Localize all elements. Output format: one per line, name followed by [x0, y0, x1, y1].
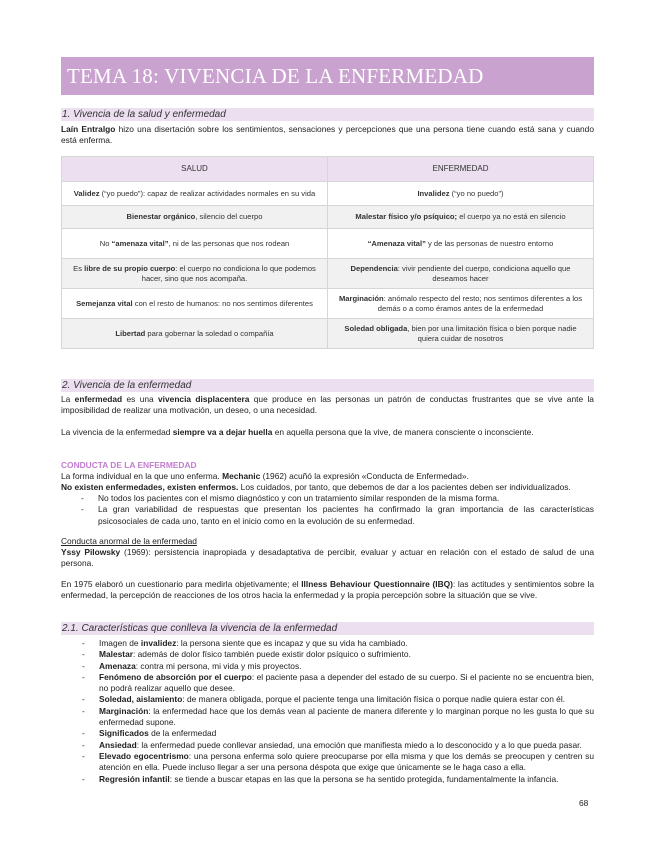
- table-cell-salud: [62, 259, 328, 289]
- paragraph-pilowsky: [61, 547, 594, 570]
- bold-run: Marginación: [99, 705, 149, 716]
- text-run: y de las personas de nuestro entorno: [425, 238, 554, 248]
- text-run: : anómalo respecto del resto; nos sentimos diferentes a los demás o a como éramos antes de la enfermedad: [377, 293, 583, 313]
- list-item: [61, 751, 594, 774]
- text-run: : una persona enferma solo quiere preocuparse por ella misma y que los demás se preocupen y centren su atención en ella. Puede incluso llegar a ser una persona déspota que exige que únicamente se le haga caso a ella.: [99, 750, 594, 773]
- dash-bullet-icon: -: [81, 493, 84, 503]
- table-row: [62, 259, 594, 289]
- bold-run: Libertad: [115, 328, 146, 338]
- text-run: La vivencia de la enfermedad: [61, 427, 173, 437]
- table-header-enfermedad: ENFERMEDAD: [328, 157, 594, 182]
- bold-run: “Amenaza vital”: [367, 238, 426, 248]
- bold-run: Ansiedad: [99, 739, 137, 750]
- paragraph-mechanic: [61, 471, 594, 482]
- paragraph-enfermedad-def: [61, 394, 594, 417]
- table-row: [62, 229, 594, 259]
- text-run: : se tiende a buscar etapas en las que la persona se ha sentido protegida, fundamentalmente la infancia.: [169, 773, 559, 784]
- table-cell-enfermedad: [328, 229, 594, 259]
- conducta-heading: CONDUCTA DE LA ENFERMEDAD: [61, 460, 197, 470]
- bold-run: Validez: [73, 188, 100, 198]
- table-cell-salud: [62, 206, 328, 229]
- dash-bullet-icon: -: [82, 638, 85, 648]
- bold-run: Mechanic: [222, 471, 261, 481]
- bold-run: “amenaza vital”: [111, 238, 169, 248]
- dash-bullet-icon: -: [82, 671, 85, 682]
- text-run: : de manera obligada, porque el paciente tenga una limitación física o porque nadie quiera estar con él.: [182, 694, 566, 705]
- bold-run: libre de su propio cuerpo: [84, 263, 176, 273]
- list-item-text: La gran variabilidad de respuestas que presentan los pacientes ha confirmado la gran importancia de las características psicosociales de cada uno, tanto en el inicio como en la evolución de su enfermedad.: [98, 504, 594, 526]
- text-run: , silencio del cuerpo: [195, 212, 263, 221]
- bold-run: Significados: [99, 728, 149, 739]
- section-heading-2-1: 2.1. Características que conlleva la vivencia de la enfermedad: [61, 622, 594, 635]
- dash-bullet-icon: -: [82, 773, 85, 784]
- table-cell-enfermedad: [328, 319, 594, 349]
- bold-run: Dependencia: [350, 263, 398, 273]
- table-body: [62, 182, 594, 349]
- list-item: [61, 638, 594, 649]
- dash-bullet-icon: -: [82, 660, 85, 671]
- text-run: Imagen de: [99, 638, 141, 648]
- table-cell-salud: [62, 229, 328, 259]
- characteristics-list: [61, 638, 594, 785]
- intro-text: hizo una disertación sobre los sentimientos, sensaciones y percepciones que una persona tiene cuando está sana y cuando está enferma.: [61, 124, 594, 146]
- table-cell-salud: [62, 319, 328, 349]
- text-run: La forma individual en la que uno enferma.: [61, 471, 223, 481]
- list-item-text: No todos los pacientes con el mismo diagnóstico y con un tratamiento similar responden de la misma forma.: [98, 493, 500, 503]
- section-heading-2: 2. Vivencia de la enfermedad: [61, 379, 594, 392]
- bold-run: Bienestar orgánico: [126, 212, 196, 221]
- list-item: [61, 706, 594, 729]
- bold-run: Invalidez: [417, 188, 450, 198]
- page-title: TEMA 18: VIVENCIA DE LA ENFERMEDAD: [61, 57, 594, 95]
- bold-run: vivencia displacentera: [158, 394, 250, 404]
- text-run: No: [99, 238, 112, 248]
- text-run: es una: [122, 394, 159, 404]
- table-cell-enfermedad: [328, 259, 594, 289]
- text-run: , ni de las personas que nos rodean: [168, 238, 290, 248]
- text-run: con el resto de humanos: no nos sentimos diferentes: [132, 298, 313, 308]
- text-run: En 1975 elaboró un cuestionario para medirla objetivamente; el: [61, 579, 302, 589]
- table-cell-enfermedad: [328, 206, 594, 229]
- table-header-salud: SALUD: [62, 157, 328, 182]
- table-cell-enfermedad: [328, 182, 594, 206]
- dash-bullet-icon: -: [82, 705, 85, 716]
- bold-run: Regresión infantil: [99, 773, 170, 784]
- text-run: : las actitudes y sentimientos sobre la enfermedad, la percepción de reacciones de los otros hacia la enfermedad y la propia percepción sobre la situación que se vive.: [61, 579, 594, 601]
- bold-run: Semejanza vital: [76, 298, 133, 308]
- table-row: [62, 182, 594, 206]
- table-row: [62, 289, 594, 319]
- paragraph-huella: [61, 427, 594, 438]
- list-item: [61, 493, 594, 504]
- text-run: (1962) acuñó la expresión «Conducta de Enfermedad».: [260, 471, 469, 481]
- text-run: : vivir pendiente del cuerpo, condiciona aquello que deseamos hacer: [397, 263, 571, 283]
- text-run: (1969): persistencia inapropiada y desadaptativa de percibir, evaluar y actuar en relación con el estado de salud de una persona.: [61, 547, 594, 569]
- table-row: [62, 319, 594, 349]
- list-item: [61, 672, 594, 695]
- dash-bullet-icon: -: [82, 739, 85, 750]
- table-cell-enfermedad: [328, 289, 594, 319]
- bold-run: siempre va a dejar huella: [172, 427, 273, 437]
- bold-run: Marginación: [338, 293, 384, 303]
- text-run: de la enfermedad: [148, 728, 217, 739]
- table-cell-salud: [62, 182, 328, 206]
- bold-run: Illness Behaviour Questionnaire (IBQ): [301, 579, 453, 589]
- list-item: [61, 740, 594, 751]
- intro-paragraph: [61, 124, 594, 147]
- text-run: : la enfermedad hace que los demás vean al paciente de manera diferente y lo marginan porque no les gusta lo que su enfermedad supone.: [99, 705, 594, 728]
- bold-run: Malestar: [99, 649, 133, 660]
- text-run: : contra mi persona, mi vida y mis proyectos.: [135, 660, 302, 671]
- text-run: : además de dolor físico también puede existir dolor psíquico o sufrimiento.: [132, 649, 411, 660]
- bold-run: enfermedad: [74, 394, 123, 404]
- paragraph-enfermos: [61, 482, 594, 493]
- bold-run: Malestar físico y/o psíquico;: [355, 212, 458, 221]
- text-run: : el cuerpo no condiciona lo que podemos hacer, sino que nos acompaña.: [141, 263, 316, 283]
- text-run: Los cuidados, por tanto, que debemos de dar a los pacientes deben ser individualizados.: [238, 482, 571, 492]
- list-item: [61, 774, 594, 785]
- page-number: 68: [579, 798, 589, 808]
- text-run: el cuerpo ya no está en silencio: [457, 212, 566, 221]
- text-run: Es: [73, 263, 85, 273]
- text-run: : la enfermedad puede conllevar ansiedad, una emoción que manifiesta miedo a lo desconocido y a lo que pueda pasar.: [136, 739, 582, 750]
- list-item: [61, 504, 594, 527]
- text-run: para gobernar la soledad o compañía: [145, 328, 274, 338]
- dash-bullet-icon: -: [81, 504, 84, 515]
- bold-run: Soledad, aislamiento: [99, 694, 183, 705]
- text-run: : el paciente pasa a depender del estado de su cuerpo. Si el paciente no se encuentra bien, no podrá realizar aquello que desee.: [99, 671, 594, 694]
- intro-author: Laín Entralgo: [61, 124, 116, 134]
- text-run: en aquella persona que la vive, de manera consciente o inconsciente.: [272, 427, 534, 437]
- health-illness-table: [61, 156, 594, 349]
- bold-run: No existen enfermedades, existen enfermos.: [61, 482, 239, 492]
- bold-run: Amenaza: [99, 660, 136, 671]
- anormal-heading: Conducta anormal de la enfermedad: [61, 536, 197, 546]
- dash-bullet-icon: -: [82, 694, 85, 705]
- bold-run: invalidez: [140, 638, 177, 648]
- text-run: La: [61, 394, 75, 404]
- table-header-row: [62, 157, 594, 182]
- list-item: [61, 661, 594, 672]
- list-item: [61, 728, 594, 739]
- dash-bullet-icon: -: [82, 750, 85, 761]
- text-run: : la persona siente que es incapaz y que su vida ha cambiado.: [176, 638, 408, 648]
- list-item: [61, 649, 594, 660]
- table-cell-salud: [62, 289, 328, 319]
- bold-run: Soledad obligada: [344, 323, 408, 333]
- dash-bullet-icon: -: [82, 728, 85, 739]
- paragraph-ibq: [61, 579, 594, 602]
- text-run: (“yo puedo”): capaz de realizar actividades normales en su vida: [99, 188, 316, 198]
- dash-bullet-icon: -: [82, 649, 85, 660]
- bold-run: Fenómeno de absorción por el cuerpo: [99, 671, 252, 682]
- table-row: [62, 206, 594, 229]
- text-run: que produce en las personas un patrón de conductas frustrantes que se vive ante la imposibilidad de realizar una motivación, un deseo, o una necesidad.: [61, 394, 594, 416]
- conducta-bullet-list: [61, 493, 594, 527]
- bold-run: Elevado egocentrismo: [99, 750, 189, 761]
- list-item: [61, 694, 594, 705]
- bold-run: Yssy Pilowsky: [61, 547, 121, 557]
- text-run: (“yo no puedo”): [449, 188, 504, 198]
- text-run: , bien por una limitación física o bien porque nadie quiera cuidar de nosotros: [407, 323, 577, 343]
- section-heading-1: 1. Vivencia de la salud y enfermedad: [61, 108, 594, 121]
